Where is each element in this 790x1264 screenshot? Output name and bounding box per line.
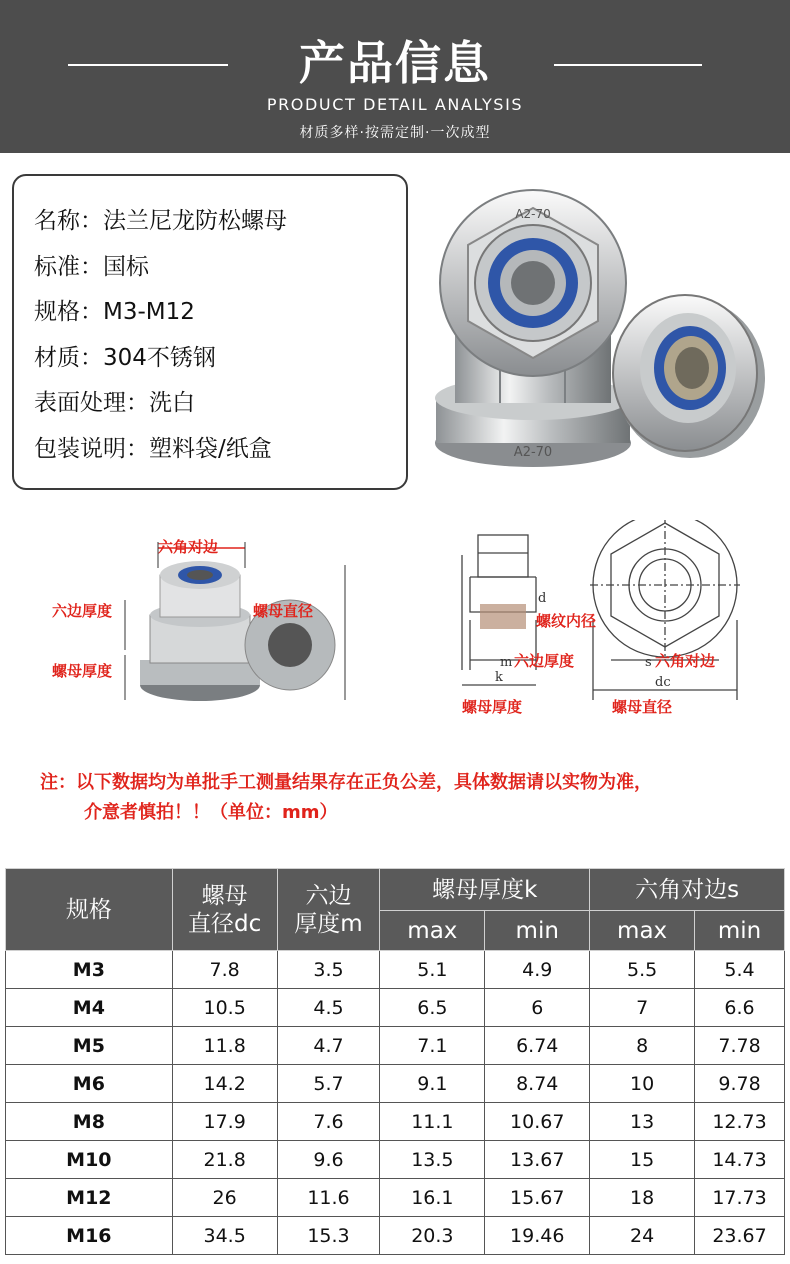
- header-s: 六角对边s: [590, 869, 785, 911]
- label-m: m: [500, 655, 513, 670]
- spec-table: [5, 868, 785, 1255]
- cell-s-min: 17.73: [695, 1179, 785, 1217]
- product-photo: [430, 178, 780, 478]
- header-dc-line1: 螺母: [201, 882, 248, 909]
- cell-s-min: 14.73: [695, 1141, 785, 1179]
- cell-s-min: 5.4: [695, 951, 785, 989]
- table-row: [6, 1065, 785, 1103]
- header-m: [277, 869, 380, 951]
- cell-s-max: 24: [590, 1217, 695, 1255]
- stamp-bottom: A2-70: [513, 445, 553, 460]
- table-row: [6, 1217, 785, 1255]
- info-row-packaging: 包装说明：塑料袋/纸盒: [34, 435, 272, 462]
- header-m-line1: 六边: [305, 882, 352, 909]
- cell-k-min: 8.74: [485, 1065, 590, 1103]
- table-row: [6, 989, 785, 1027]
- cell-s-min: 12.73: [695, 1103, 785, 1141]
- cell-s-min: 9.78: [695, 1065, 785, 1103]
- table-row: [6, 1179, 785, 1217]
- cell-k-max: 6.5: [380, 989, 485, 1027]
- info-row-spec: 规格：M3-M12: [34, 299, 195, 325]
- cell-k-min: 4.9: [485, 951, 590, 989]
- info-row-material: 材质：304不锈钢: [34, 344, 216, 371]
- header-s-min: min: [695, 911, 785, 951]
- product-info-box: [12, 174, 408, 490]
- cell-dc: 14.2: [172, 1065, 277, 1103]
- cell-s-min: 23.67: [695, 1217, 785, 1255]
- cell-s-min: 6.6: [695, 989, 785, 1027]
- measurement-note: [40, 768, 780, 828]
- cell-m: 4.7: [277, 1027, 380, 1065]
- technical-drawing: [440, 520, 780, 730]
- cell-s-max: 5.5: [590, 951, 695, 989]
- cell-m: 4.5: [277, 989, 380, 1027]
- cell-spec: M5: [6, 1027, 173, 1065]
- label-nut-thickness-right: 螺母厚度: [462, 698, 523, 716]
- cell-spec: M3: [6, 951, 173, 989]
- info-label: 规格: [34, 299, 80, 325]
- label-dc: dc: [655, 675, 671, 690]
- label-hex-across-right: 六角对边: [655, 652, 716, 670]
- cell-spec: M12: [6, 1179, 173, 1217]
- info-label: 名称: [34, 208, 80, 234]
- info-value: 塑料袋/纸盒: [149, 435, 272, 462]
- cell-dc: 34.5: [172, 1217, 277, 1255]
- label-k: k: [495, 670, 503, 685]
- cell-dc: 11.8: [172, 1027, 277, 1065]
- cell-k-max: 9.1: [380, 1065, 485, 1103]
- label-s: s: [645, 655, 652, 670]
- cell-spec: M6: [6, 1065, 173, 1103]
- cell-k-max: 7.1: [380, 1027, 485, 1065]
- header-dc-line2: 直径dc: [188, 910, 262, 937]
- cell-spec: M10: [6, 1141, 173, 1179]
- info-label: 包装说明: [34, 435, 126, 462]
- header-banner: [0, 0, 790, 153]
- cell-k-min: 6: [485, 989, 590, 1027]
- page-subtitle: PRODUCT DETAIL ANALYSIS: [266, 95, 524, 114]
- info-label: 材质: [34, 344, 80, 371]
- table-row: [6, 1103, 785, 1141]
- cell-m: 9.6: [277, 1141, 380, 1179]
- label-hex-across: 六角对边: [158, 538, 219, 556]
- page-title: 产品信息: [299, 36, 491, 90]
- header-spec: 规格: [6, 869, 173, 951]
- cell-s-max: 15: [590, 1141, 695, 1179]
- cell-dc: 7.8: [172, 951, 277, 989]
- cell-dc: 10.5: [172, 989, 277, 1027]
- info-value: 国标: [103, 253, 149, 280]
- info-row-name: 名称：法兰尼龙防松螺母: [34, 208, 287, 234]
- page-tagline: 材质多样·按需定制·一次成型: [299, 125, 491, 141]
- cell-dc: 26: [172, 1179, 277, 1217]
- cell-s-max: 10: [590, 1065, 695, 1103]
- table-row: [6, 1027, 785, 1065]
- info-value: 法兰尼龙防松螺母: [103, 208, 287, 234]
- cell-spec: M16: [6, 1217, 173, 1255]
- header-m-line2: 厚度m: [294, 910, 363, 937]
- cell-dc: 17.9: [172, 1103, 277, 1141]
- info-value: M3-M12: [103, 299, 195, 325]
- cell-s-max: 7: [590, 989, 695, 1027]
- cell-k-max: 13.5: [380, 1141, 485, 1179]
- info-value: 洗白: [149, 390, 195, 416]
- header-dc: [172, 869, 277, 951]
- header-k-min: min: [485, 911, 590, 951]
- info-row-finish: 表面处理：洗白: [34, 390, 195, 416]
- table-row: [6, 951, 785, 989]
- cell-s-max: 8: [590, 1027, 695, 1065]
- dimension-photo-diagram: [40, 520, 410, 730]
- cell-k-min: 15.67: [485, 1179, 590, 1217]
- cell-m: 3.5: [277, 951, 380, 989]
- label-hex-thickness: 六边厚度: [52, 602, 113, 620]
- cell-s-max: 18: [590, 1179, 695, 1217]
- cell-s-min: 7.78: [695, 1027, 785, 1065]
- info-label: 标准: [34, 253, 80, 280]
- cell-k-max: 5.1: [380, 951, 485, 989]
- cell-k-max: 20.3: [380, 1217, 485, 1255]
- label-thread-inner: 螺纹内径: [536, 612, 597, 630]
- cell-spec: M8: [6, 1103, 173, 1141]
- label-nut-diameter: 螺母直径: [253, 602, 314, 620]
- header-k: 螺母厚度k: [380, 869, 590, 911]
- note-line-1: 注：以下数据均为单批手工测量结果存在正负公差，具体数据请以实物为准，: [40, 772, 652, 793]
- cell-k-min: 13.67: [485, 1141, 590, 1179]
- label-d: d: [538, 591, 547, 606]
- info-row-standard: 标准：国标: [34, 253, 149, 280]
- cell-dc: 21.8: [172, 1141, 277, 1179]
- cell-m: 5.7: [277, 1065, 380, 1103]
- cell-m: 11.6: [277, 1179, 380, 1217]
- info-label: 表面处理: [34, 390, 126, 416]
- label-hex-thickness-right: 六边厚度: [514, 652, 575, 670]
- cell-k-max: 11.1: [380, 1103, 485, 1141]
- header-k-max: max: [380, 911, 485, 951]
- cell-k-min: 6.74: [485, 1027, 590, 1065]
- info-value: 304不锈钢: [103, 344, 216, 371]
- cell-k-min: 10.67: [485, 1103, 590, 1141]
- stamp-top: A2-70: [515, 207, 551, 221]
- header-s-max: max: [590, 911, 695, 951]
- cell-m: 15.3: [277, 1217, 380, 1255]
- label-nut-diameter-right: 螺母直径: [612, 698, 673, 716]
- cell-k-min: 19.46: [485, 1217, 590, 1255]
- table-row: [6, 1141, 785, 1179]
- cell-m: 7.6: [277, 1103, 380, 1141]
- label-nut-thickness: 螺母厚度: [52, 662, 113, 680]
- note-line-2: 介意者慎拍！！（单位：mm）: [84, 802, 338, 823]
- cell-k-max: 16.1: [380, 1179, 485, 1217]
- cell-spec: M4: [6, 989, 173, 1027]
- cell-s-max: 13: [590, 1103, 695, 1141]
